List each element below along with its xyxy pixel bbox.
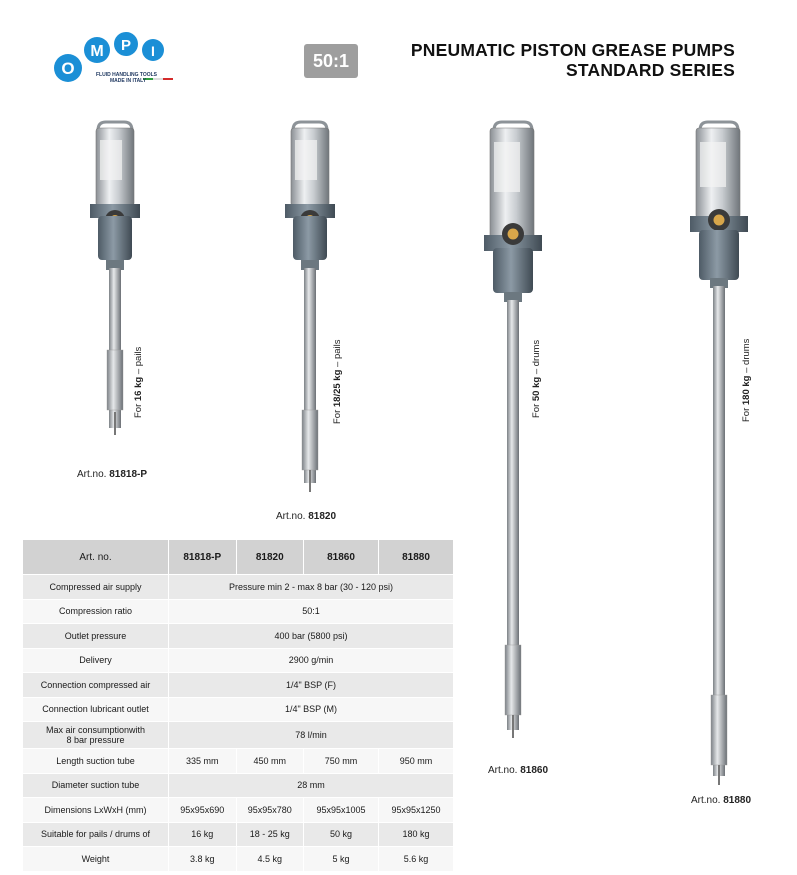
label-prefix: For [741, 405, 752, 422]
cell-81860: 95x95x1005 [304, 798, 379, 823]
table-row [23, 697, 454, 722]
row-label: Compressed air supply [23, 575, 169, 600]
label-capacity: 180 kg [741, 375, 752, 406]
logo-letter-i: I [151, 43, 155, 59]
header-81860: 81860 [304, 540, 379, 575]
cell-81820: 18 - 25 kg [236, 822, 304, 847]
ratio-badge: 50:1 [304, 44, 358, 78]
row-label: Compression ratio [23, 599, 169, 624]
cell-81818-p: 335 mm [169, 749, 237, 774]
label-prefix: For [332, 407, 343, 424]
row-value: 78 l/min [169, 722, 454, 749]
art-no-81820 [276, 511, 336, 522]
art-value: 81818-P [109, 469, 148, 480]
table-row [23, 648, 454, 673]
row-label-line-1: Max air consumptionwith [45, 725, 146, 735]
row-value: 1/4" BSP (M) [169, 697, 454, 722]
logo-tagline [96, 72, 157, 84]
label-capacity: 16 kg [133, 376, 144, 402]
table-row [23, 847, 454, 872]
header-art-no: Art. no. [23, 540, 169, 575]
cell-81820: 450 mm [236, 749, 304, 774]
label-suffix: – pails [133, 346, 144, 377]
header-81880: 81880 [378, 540, 453, 575]
row-label [23, 722, 169, 749]
art-prefix: Art.no. [276, 511, 309, 522]
row-label: Length suction tube [23, 749, 169, 774]
pump-label-81820 [332, 340, 343, 425]
cell-81818-p: 16 kg [169, 822, 237, 847]
art-value: 81880 [723, 795, 752, 806]
table-header-row [23, 540, 454, 575]
pump-label-81818-p [133, 347, 144, 418]
row-value: 2900 g/min [169, 648, 454, 673]
title-line-1: PNEUMATIC PISTON GREASE PUMPS [410, 40, 735, 60]
label-capacity: 18/25 kg [332, 369, 343, 408]
row-label: Diameter suction tube [23, 773, 169, 798]
table-row [23, 624, 454, 649]
logo-letter-o: O [61, 59, 75, 78]
title-line-2: STANDARD SERIES [566, 60, 735, 80]
pump-image-81880 [682, 120, 757, 795]
pump-image-81860 [476, 120, 551, 750]
row-label: Connection lubricant outlet [23, 697, 169, 722]
row-label: Dimensions LxWxH (mm) [23, 798, 169, 823]
logo-letter-m: M [90, 43, 104, 60]
row-value: Pressure min 2 - max 8 bar (30 - 120 psi) [169, 575, 454, 600]
pump-label-81880 [741, 339, 752, 422]
table-row [23, 798, 454, 823]
cell-81880: 950 mm [378, 749, 453, 774]
table-row [23, 673, 454, 698]
logo-tagline-2: MADE IN ITALY [110, 78, 147, 84]
table-row [23, 822, 454, 847]
row-label: Connection compressed air [23, 673, 169, 698]
table-row [23, 575, 454, 600]
row-value: 50:1 [169, 599, 454, 624]
cell-81818-p: 95x95x690 [169, 798, 237, 823]
brand-logo [50, 28, 185, 88]
row-value: 1/4" BSP (F) [169, 673, 454, 698]
row-label-line-2: 8 bar pressure [66, 735, 125, 745]
row-label: Outlet pressure [23, 624, 169, 649]
art-no-81880 [691, 795, 751, 806]
art-prefix: Art.no. [77, 469, 110, 480]
art-no-81818-p [77, 469, 147, 480]
table-row [23, 749, 454, 774]
art-value: 81860 [520, 765, 549, 776]
art-prefix: Art.no. [691, 795, 724, 806]
pump-label-81860 [531, 340, 542, 418]
label-suffix: – pails [332, 339, 343, 370]
page-title [411, 40, 735, 80]
cell-81880: 5.6 kg [378, 847, 453, 872]
label-suffix: – drums [531, 339, 542, 377]
label-prefix: For [133, 401, 144, 418]
header-81820: 81820 [236, 540, 304, 575]
spec-table [22, 539, 454, 872]
label-prefix: For [531, 401, 542, 418]
art-prefix: Art.no. [488, 765, 521, 776]
cell-81880: 95x95x1250 [378, 798, 453, 823]
cell-81860: 750 mm [304, 749, 379, 774]
row-label: Delivery [23, 648, 169, 673]
flag-red [163, 78, 173, 80]
logo-tagline-1: FLUID HANDLING TOOLS [96, 72, 158, 78]
cell-81820: 4.5 kg [236, 847, 304, 872]
row-value: 28 mm [169, 773, 454, 798]
table-row [23, 599, 454, 624]
label-suffix: – drums [741, 338, 752, 376]
cell-81818-p: 3.8 kg [169, 847, 237, 872]
header-81818-p: 81818-P [169, 540, 237, 575]
cell-81880: 180 kg [378, 822, 453, 847]
table-row [23, 722, 454, 749]
art-no-81860 [488, 765, 548, 776]
row-label: Weight [23, 847, 169, 872]
cell-81820: 95x95x780 [236, 798, 304, 823]
logo-letter-p: P [120, 37, 132, 54]
table-row [23, 773, 454, 798]
cell-81860: 5 kg [304, 847, 379, 872]
pump-image-81820 [275, 120, 345, 500]
row-label: Suitable for pails / drums of [23, 822, 169, 847]
art-value: 81820 [308, 511, 337, 522]
label-capacity: 50 kg [531, 376, 542, 402]
row-value: 400 bar (5800 psi) [169, 624, 454, 649]
cell-81860: 50 kg [304, 822, 379, 847]
